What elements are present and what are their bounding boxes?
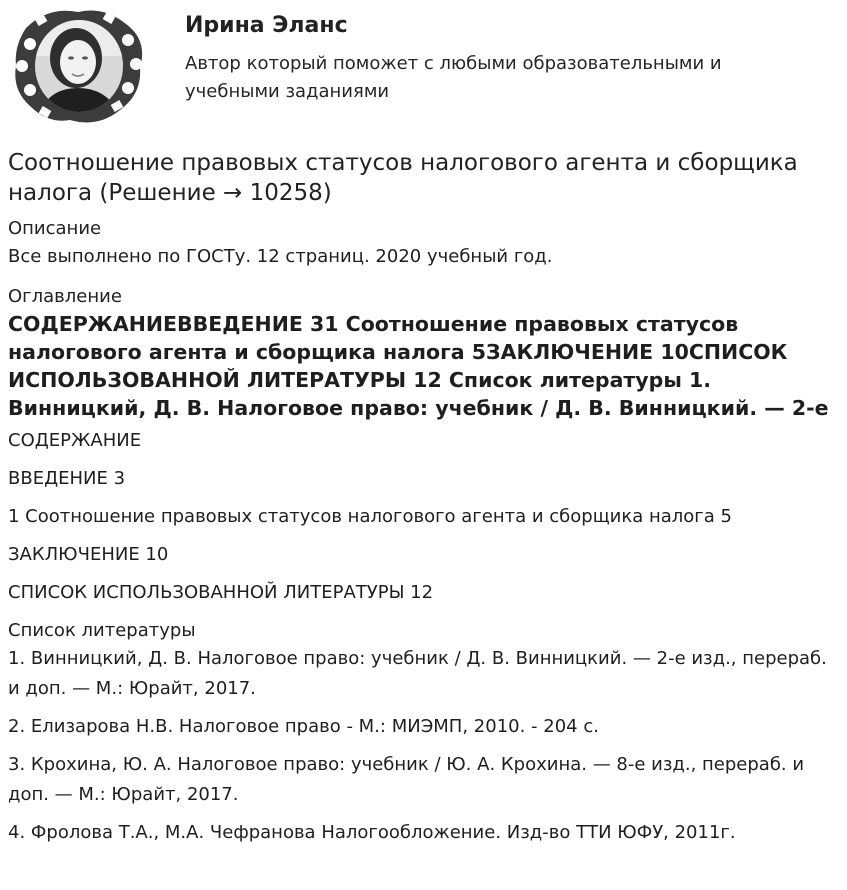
reference-item: 3. Крохина, Ю. А. Налоговое право: учебник / Ю. А. Крохина. — 8-е изд., перераб. и доп. — М.: Юрайт, 2017. xyxy=(8,754,805,805)
reference-item: 2. Елизарова Н.В. Налоговое право - М.: МИЭМП, 2010. - 204 с. xyxy=(8,716,599,737)
toc-line: ЗАКЛЮЧЕНИЕ 10 xyxy=(8,544,169,565)
document-content xyxy=(8,148,838,856)
author-avatar[interactable] xyxy=(8,6,150,126)
film-reel-avatar-icon xyxy=(8,6,150,126)
author-description: Автор который поможет с любыми образовательными и учебными заданиями xyxy=(185,53,722,102)
toc-line: СПИСОК ИСПОЛЬЗОВАННОЙ ЛИТЕРАТУРЫ 12 xyxy=(8,582,434,603)
reference-item: 4. Фролова Т.А., М.А. Чефранова Налогообложение. Изд-во ТТИ ЮФУ, 2011г. xyxy=(8,822,736,843)
toc-summary: СОДЕРЖАНИЕВВЕДЕНИЕ 31 Соотношение правовых статусов налогового агента и сборщика налога 5ЗАКЛЮЧЕНИЕ 10СПИСОК ИСПОЛЬЗОВАННОЙ ЛИТЕРАТУРЫ 12 Список литературы 1. Винницкий, Д. В. Налоговое право: учебник / Д. В. Винницкий. — 2-е xyxy=(8,312,829,420)
page-title: Соотношение правовых статусов налогового агента и сборщика налога (Решение → 10258) xyxy=(8,150,798,206)
reference-item: 1. Винницкий, Д. В. Налоговое право: учебник / Д. В. Винницкий. — 2-е изд., перераб. и доп. — М.: Юрайт, 2017. xyxy=(8,648,827,699)
author-name[interactable]: Ирина Эланс xyxy=(185,13,348,38)
author-header xyxy=(0,0,847,135)
description-label: Описание xyxy=(8,218,102,239)
toc-line: СОДЕРЖАНИЕ xyxy=(8,430,142,451)
toc-line: ВВЕДЕНИЕ 3 xyxy=(8,468,126,489)
literature-label: Список литературы xyxy=(8,620,196,641)
description-text: Все выполнено по ГОСТу. 12 страниц. 2020 учебный год. xyxy=(8,246,553,267)
toc-label: Оглавление xyxy=(8,286,122,307)
toc-line: 1 Соотношение правовых статусов налогового агента и сборщика налога 5 xyxy=(8,506,732,527)
